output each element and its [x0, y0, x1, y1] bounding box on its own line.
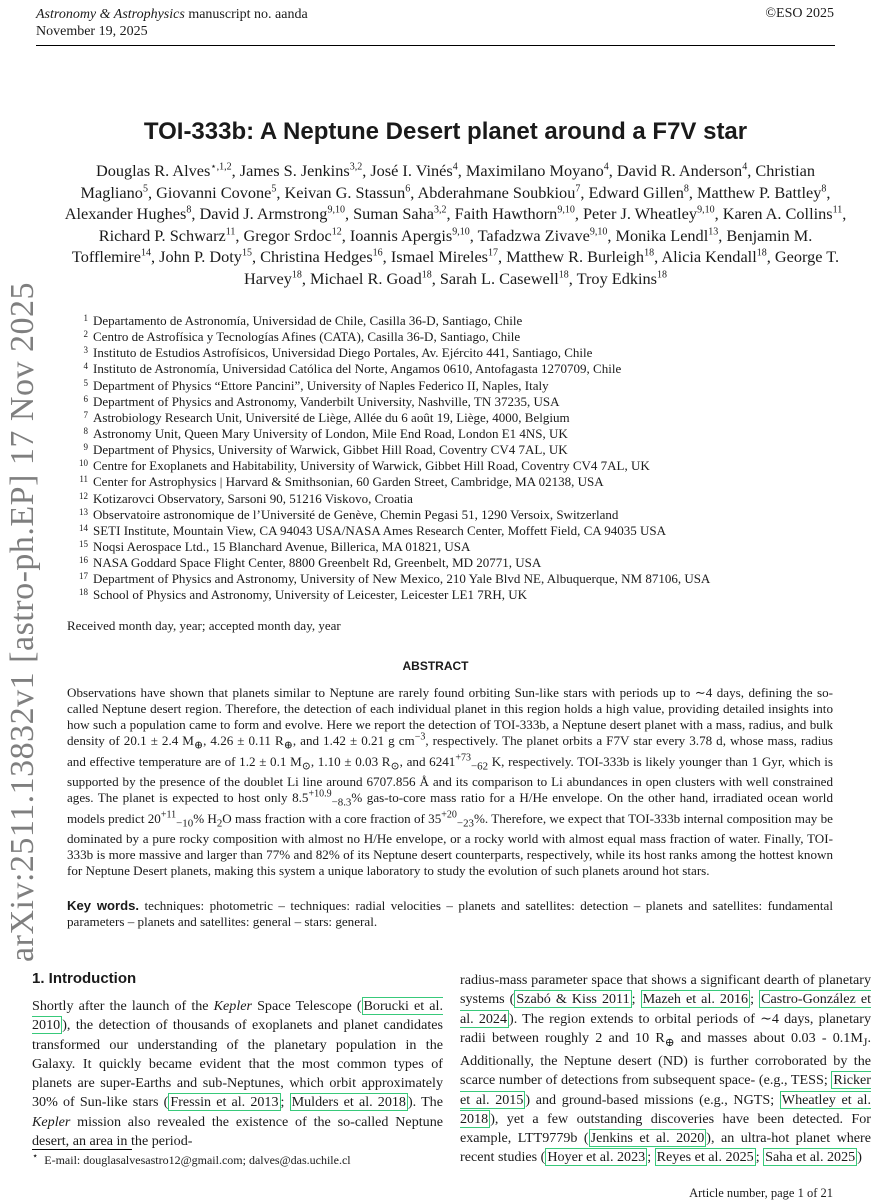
keywords-label: Key words.: [67, 898, 140, 913]
arxiv-stamp-text: arXiv:2511.13832v1 [astro-ph.EP] 17 Nov 2025: [4, 282, 41, 962]
author: Maximilano Moyano$^4$: [465, 161, 609, 180]
author: James S. Jenkins$^{3,2}$: [239, 161, 363, 180]
author: Abderahmane Soubkiou$^7$: [417, 182, 581, 202]
author: Keivan G. Stassun$^6$: [284, 182, 411, 202]
citation-link[interactable]: Hoyer et al. 2023: [547, 1149, 646, 1166]
author: Giovanni Covone$^5$: [156, 182, 277, 202]
author: Troy Edkins$^{18}$: [576, 268, 668, 288]
author: Edward Gillen$^8$: [588, 182, 689, 202]
intro-column-left: Shortly after the launch of the Kepler Space Telescope ( Borucki et al. 2010 ), the detection of thousands of exoplanets and planet candidates transformed our understanding of the planetary population in the Galaxy. It quickly became evident that the most common types of planets are super-Earths and sub-Neptunes, which orbit approximately 30% of Sun-like stars ( Fressin et al. 2013 ; Mulders et al. 2018 ). The Kepler mission also revealed the existence of the so-called Neptune desert, an area in the period-: [32, 998, 443, 1150]
section-heading-introduction: 1. Introduction: [32, 970, 137, 987]
copyright: ©ESO 2025: [765, 6, 834, 21]
footnote-email[interactable]: E-mail: douglasalvesastro12@gmail.com; dalves@das.uchile.cl: [44, 1153, 351, 1167]
citation-link[interactable]: Castro-González et al. 2024: [460, 991, 871, 1027]
affiliation: 15 Noqsi Aerospace Ltd., 15 Blanchard Avenue, Billerica, MA 01821, USA: [79, 538, 471, 554]
affiliation: 7 Astrobiology Research Unit, Université de Liège, Allée du 6 août 19, Liège, 4000, Belgium: [83, 409, 570, 425]
author: Douglas R. Alves$^{⋆,1,2}$: [95, 161, 232, 180]
affiliation: 8 Astronomy Unit, Queen Mary University of London, Mile End Road, London E1 4NS, UK: [83, 425, 568, 441]
footnote: [32, 1153, 351, 1168]
author: Alexander Hughes$^8$: [64, 204, 192, 223]
footnote-mark: ⋆: [32, 1151, 39, 1162]
author: Tafadzwa Zivave$^{9,10}$: [477, 225, 608, 245]
author: Christina Hedges$^{16}$: [260, 247, 383, 266]
author: Ismael Mireles$^{17}$: [390, 247, 499, 266]
footnote-rule: [32, 1149, 132, 1150]
affiliation: 11 Center for Astrophysics | Harvard & Smithsonian, 60 Garden Street, Cambridge, MA 02138, USA: [79, 474, 604, 490]
affiliation: 2 Centro de Astrofísica y Tecnologías Afines (CATA), Casilla 36-D, Santiago, Chile: [83, 329, 521, 345]
author: Monika Lendl$^{13}$: [615, 225, 719, 245]
header-rule: [36, 45, 835, 46]
page-footer: Article number, page 1 of 21: [689, 1186, 833, 1200]
intro-column-right: radius-mass parameter space that shows a significant dearth of planetary systems ( Szabó & Kiss 2011 ; Mazeh et al. 2016 ; Castro-González et al. 2024 ). The region extends to orbital periods of ∼4 days, planetary radii between roughly 2 and 10 $R_\oplus$ and masses about $0.03 - 0.1M_J$. Additionally, the Neptune desert (ND) is further corroborated by the scarce number of detections from subsequent space- (e.g., TESS; Ricker et al. 2015 ) and ground-based missions (e.g., NGTS; Wheatley et al. 2018 ), yet a few outstanding discoveries have been detected. For example, LTT9779b ( Jenkins et al. 2020 ), an ultra-hot planet where recent studies ( Hoyer et al. 2023 ; Reyes et al. 2025 ; Saha et al. 2025 ): [460, 972, 871, 1166]
author: Matthew P. Battley$^8$: [697, 182, 827, 202]
affiliation: 10 Centre for Exoplanets and Habitability, University of Warwick, Gibbet Hill Road, Coventry CV4 7AL, UK: [79, 458, 650, 474]
keywords: [67, 898, 833, 930]
header-date: November 19, 2025: [36, 24, 148, 39]
author: Sarah L. Casewell$^{18}$: [439, 268, 569, 288]
citation-link[interactable]: Wheatley et al. 2018: [460, 1091, 871, 1127]
affiliation: 16 NASA Goddard Space Flight Center, 8800 Greenbelt Rd, Greenbelt, MD 20771, USA: [79, 555, 542, 571]
affiliation: 4 Instituto de Astronomía, Universidad Católica del Norte, Angamos 0610, Antofagasta 1270709, Chile: [83, 361, 622, 377]
paper-title: TOI-333b: A Neptune Desert planet around a F7V star: [143, 118, 748, 145]
author: Peter J. Wheatley$^{9,10}$: [582, 204, 715, 223]
affiliation-list: [64, 313, 710, 604]
affiliation: 13 Observatoire astronomique de l’Université de Genève, Chemin Pegasi 51, 1290 Versoix, Switzerland: [79, 506, 619, 522]
arxiv-stamp: [0, 282, 52, 962]
affiliation: 12 Kotizarovci Observatory, Sarsoni 90, 51216 Viskovo, Croatia: [79, 490, 413, 506]
received-dates: Received month day, year; accepted month day, year: [67, 618, 341, 633]
author: Michael R. Goad$^{18}$: [310, 268, 432, 288]
author: José I. Vinés$^4$: [370, 161, 458, 180]
citation-link[interactable]: Mazeh et al. 2016: [642, 991, 749, 1008]
author: David J. Armstrong$^{9,10}$: [199, 204, 345, 223]
citation-link[interactable]: Ricker et al. 2015: [460, 1072, 871, 1108]
manuscript-number: manuscript no. aanda: [184, 7, 308, 22]
author: Suman Saha$^{3,2}$: [353, 204, 447, 223]
abstract-heading: ABSTRACT: [402, 659, 469, 673]
running-header: [36, 6, 308, 40]
affiliation: 14 SETI Institute, Mountain View, CA 94043 USA/NASA Ames Research Center, Moffett Field, CA 94035 USA: [79, 522, 666, 538]
author: George T. Harvey$^{18}$: [243, 247, 840, 288]
abstract-text: Observations have shown that planets similar to Neptune are rarely found orbiting Sun-like stars with periods up to ∼4 days, defining the so-called Neptune desert region. Therefore, the detection of each individual planet in this region holds a high value, providing detailed insights into how such a population came to form and evolve. Here we report the detection of TOI-333b, a Neptune desert planet with a mass, radius, and bulk density of 20.1 ± 2.4 $M_\oplus$, 4.26 ± 0.11 $R_\oplus$, and 1.42 ± 0.21 g $cm^{-3}$, respectively. The planet orbits a F7V star every 3.78 d, whose mass, radius and effective temperature are of 1.2 ± 0.1 $M_⊙$, 1.10 ± 0.03 $R_⊙$, and $6241^{+73}_{-62}$ K, respectively. TOI-333b is likely younger than 1 Gyr, which is supported by the presence of the doublet Li line around 6707.856 Å and its comparison to Li abundances in open clusters with well constrained ages. The planet is expected to host only $8.5^{+10.9}_{-8.3}\%$ gas-to-core mass ratio for a H/He envelope. On the other hand, irradiated ocean world models predict $20^{+11}_{-10}\%$ $H_2O$ mass fraction with a core fraction of $35^{+20}_{-23}\%$. Therefore, we expect that TOI-333b internal composition may be dominated by a pure rocky composition with almost no H/He envelope, or a rocky world with almost equal mass fraction of water. Finally, TOI-333b is more massive and larger than 77% and 82% of its Neptune desert counterparts, respectively, while its host ranks among the hottest known for Neptune Desert planets, making this system a unique laboratory to study the evolution of such planets around hot stars.: [67, 685, 834, 879]
author: Karen A. Collins$^{11}$: [722, 204, 843, 223]
affiliation: 5 Department of Physics “Ettore Pancini”, University of Naples Federico II, Naples, Italy: [83, 377, 549, 393]
citation-link[interactable]: Jenkins et al. 2020: [590, 1130, 705, 1147]
author: Matthew R. Burleigh$^{18}$: [506, 247, 655, 266]
affiliation: 17 Department of Physics and Astronomy, University of New Mexico, 210 Yale Blvd NE, Albuquerque, NM 87106, USA: [79, 571, 711, 587]
keywords-text: techniques: photometric – techniques: radial velocities – planets and satellites: detection – planets and satellites: fundamental parameters – planets and satellites: general – stars: general.: [67, 898, 834, 929]
author-list: Douglas R. Alves$^{⋆,1,2}$, James S. Jenkins$^{3,2}$, José I. Vinés$^4$, Maximilano Moyano$^4$, David R. Anderson$^4$, Christian Magliano$^5$, Giovanni Covone$^5$, Keivan G. Stassun$^6$, Abderahmane Soubkiou$^7$, Edward Gillen$^8$, Matthew P. Battley$^8$, Alexander Hughes$^8$, David J. Armstrong$^{9,10}$, Suman Saha$^{3,2}$, Faith Hawthorn$^{9,10}$, Peter J. Wheatley$^{9,10}$, Karen A. Collins$^{11}$, Richard P. Schwarz$^{11}$, Gregor Srdoc$^{12}$, Ioannis Apergis$^{9,10}$, Tafadzwa Zivave$^{9,10}$, Monika Lendl$^{13}$, Benjamin M. Tofflemire$^{14}$, John P. Doty$^{15}$, Christina Hedges$^{16}$, Ismael Mireles$^{17}$, Matthew R. Burleigh$^{18}$, Alicia Kendall$^{18}$, George T. Harvey$^{18}$, Michael R. Goad$^{18}$, Sarah L. Casewell$^{18}$, Troy Edkins$^{18}$: [64, 161, 847, 288]
affiliation: 3 Instituto de Estudios Astrofísicos, Universidad Diego Portales, Av. Ejército 441, Santiago, Chile: [83, 345, 593, 361]
affiliation: 6 Department of Physics and Astronomy, Vanderbilt University, Nashville, TN 37235, USA: [83, 393, 560, 409]
affiliation: 1 Departamento de Astronomía, Universidad de Chile, Casilla 36-D, Santiago, Chile: [83, 313, 523, 328]
affiliation: 18 School of Physics and Astronomy, University of Leicester, Leicester LE1 7RH, UK: [79, 587, 528, 603]
author: John P. Doty$^{15}$: [159, 247, 252, 266]
author: Ioannis Apergis$^{9,10}$: [349, 225, 470, 245]
citation-link[interactable]: Fressin et al. 2013: [170, 1094, 279, 1111]
affiliation: 9 Department of Physics, University of Warwick, Gibbet Hill Road, Coventry CV4 7AL, UK: [83, 442, 568, 458]
journal-name: Astronomy & Astrophysics: [36, 7, 185, 22]
author: Faith Hawthorn$^{9,10}$: [454, 204, 575, 223]
citation-link[interactable]: Szabó & Kiss 2011: [516, 991, 630, 1008]
author: Benjamin M. Tofflemire$^{14}$: [71, 225, 813, 266]
author: Gregor Srdoc$^{12}$: [243, 225, 342, 245]
author: Christian Magliano$^5$: [80, 161, 816, 202]
author: Alicia Kendall$^{18}$: [661, 247, 767, 266]
citation-link[interactable]: Borucki et al. 2010: [32, 998, 443, 1034]
citation-link[interactable]: Reyes et al. 2025: [656, 1149, 754, 1166]
citation-link[interactable]: Mulders et al. 2018: [291, 1094, 406, 1111]
author: Richard P. Schwarz$^{11}$: [98, 225, 236, 245]
author: David R. Anderson$^4$: [616, 161, 748, 180]
citation-link[interactable]: Saha et al. 2025: [765, 1149, 856, 1166]
